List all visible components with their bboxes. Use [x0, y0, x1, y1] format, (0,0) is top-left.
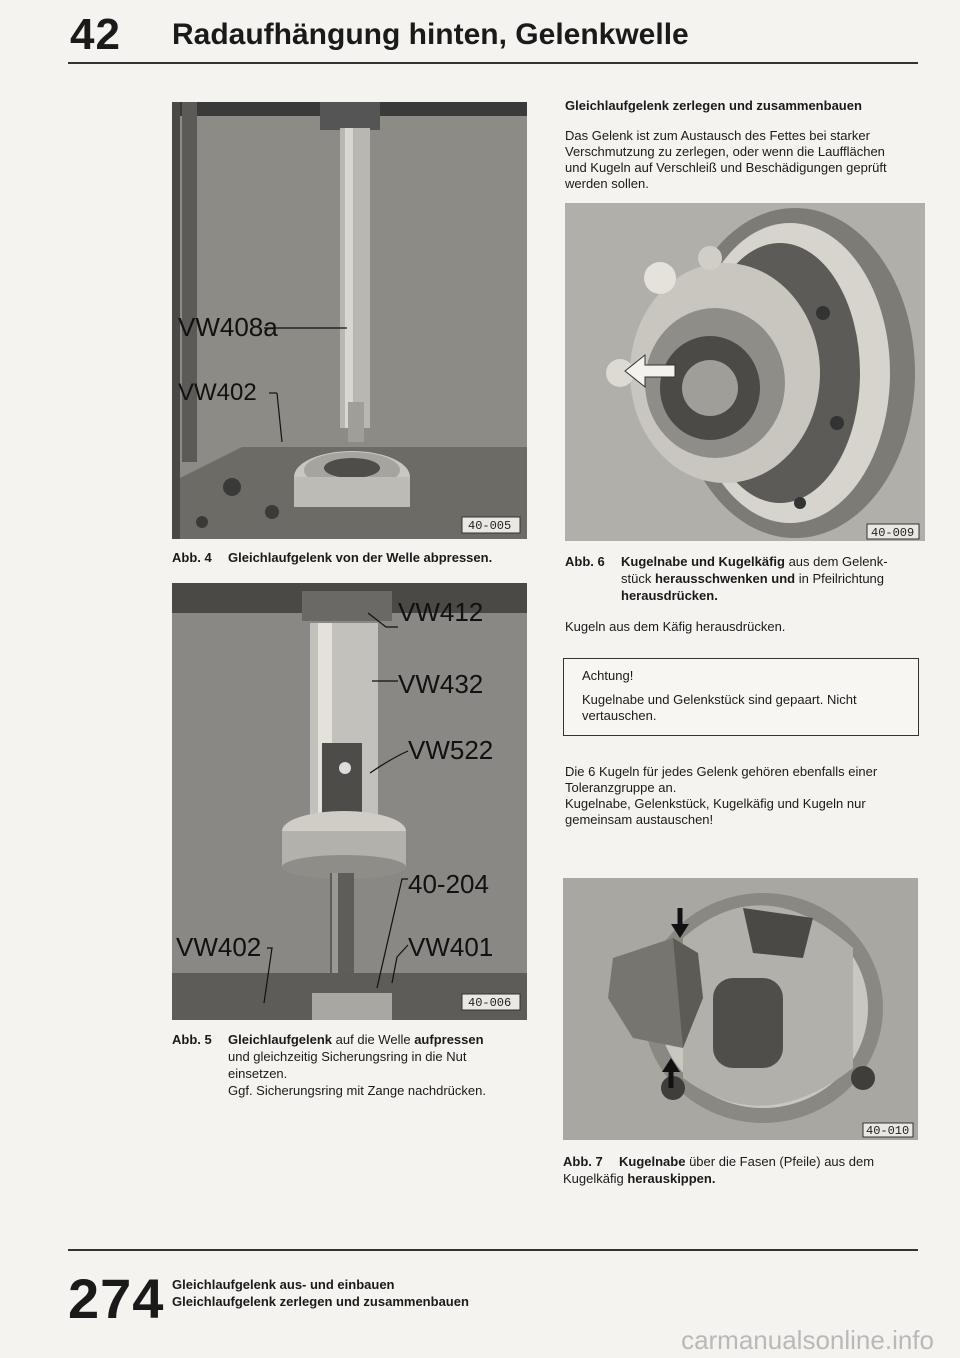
intro-line: Verschmutzung zu zerlegen, oder wenn die Laufflächen — [565, 144, 885, 159]
figure-7-caption-bold: Kugelnabe — [619, 1154, 686, 1169]
figure-6-caption-bold-3: herausdrücken. — [621, 588, 718, 603]
figure-5-label-1: VW412 — [398, 597, 484, 627]
figure-6-photo — [565, 203, 925, 541]
note-box — [563, 658, 919, 736]
figure-4-caption-label: Abb. 4 — [172, 550, 212, 565]
figure-7-caption — [563, 1153, 938, 1189]
figure-4-caption — [172, 549, 532, 567]
figure-6-caption-text: aus dem Gelenk- — [784, 554, 888, 569]
section-heading: Gleichlaufgelenk zerlegen und zusammenbauen — [565, 98, 862, 113]
figure-6-caption — [565, 553, 940, 607]
figure-7-caption-text: über die Fasen (Pfeile) aus dem — [685, 1154, 875, 1169]
figure-5-caption-line-4: Ggf. Sicherungsring mit Zange nachdrücken. — [228, 1083, 486, 1098]
figure-5-label-6: VW401 — [408, 932, 494, 962]
footer-rule — [68, 1249, 918, 1251]
body-paragraph — [565, 764, 935, 828]
figure-7-caption-line-2: Kugelkäfig — [563, 1171, 628, 1186]
intro-line: werden sollen. — [565, 176, 649, 191]
footer-topics — [172, 1276, 469, 1310]
figure-6-caption-line-2: stück — [621, 571, 655, 586]
figure-5-label-2: VW432 — [398, 669, 484, 699]
body-line: Die 6 Kugeln für jedes Gelenk gehören ebenfalls einer — [565, 764, 878, 779]
body-line: Kugelnabe, Gelenkstück, Kugelkäfig und Kugeln nur — [565, 796, 866, 811]
figure-7-caption-label: Abb. 7 — [563, 1154, 603, 1169]
figure-6-caption-bold: Kugelnabe und Kugelkäfig — [621, 554, 785, 569]
figure-5-label-5: VW402 — [176, 932, 262, 962]
body-line: gemeinsam austauschen! — [565, 812, 714, 827]
figure-5-label-4: 40-204 — [408, 869, 489, 899]
figure-7-tag: 40-010 — [866, 1124, 910, 1138]
after-figure-6-text: Kugeln aus dem Käfig herausdrücken. — [565, 619, 786, 634]
page-number: 274 — [68, 1267, 165, 1330]
note-line: vertauschen. — [582, 708, 657, 723]
figure-5-caption — [172, 1031, 532, 1103]
figure-5-caption-label: Abb. 5 — [172, 1032, 212, 1047]
figure-5-caption-bold: Gleichlaufgelenk — [228, 1032, 333, 1047]
footer-line: Gleichlaufgelenk aus- und einbauen — [172, 1277, 395, 1292]
figure-5-caption-line-2: und gleichzeitig Sicherungsring in die Nut — [228, 1049, 467, 1064]
figure-5-caption-line-3: einsetzen. — [228, 1066, 288, 1081]
note-line: Kugelnabe und Gelenkstück sind gepaart. Nicht — [582, 692, 857, 707]
intro-line: und Kugeln auf Verschleiß und Beschädigungen geprüft — [565, 160, 887, 175]
footer-line: Gleichlaufgelenk zerlegen und zusammenbauen — [172, 1294, 469, 1309]
figure-5-photo — [172, 583, 527, 1020]
figure-6-tag: 40-009 — [871, 526, 915, 540]
chapter-title: Radaufhängung hinten, Gelenkwelle — [172, 18, 689, 51]
intro-paragraph — [565, 128, 935, 192]
body-line: Toleranzgruppe an. — [565, 780, 677, 795]
figure-4-tag: 40-005 — [468, 519, 512, 533]
watermark: carmanualsonline.info — [681, 1325, 934, 1355]
figure-5-caption-text: auf die Welle — [332, 1032, 415, 1047]
figure-5-caption-bold-2: aufpressen — [414, 1032, 484, 1047]
figure-6-caption-bold-2: herausschwenken und — [654, 571, 796, 586]
figure-7-caption-bold-2: herauskippen. — [627, 1171, 716, 1186]
header-rule — [68, 62, 918, 64]
figure-4-photo — [172, 102, 527, 539]
figure-5-tag: 40-006 — [468, 996, 512, 1010]
figure-7-photo — [563, 878, 918, 1140]
figure-6-caption-text-2: in Pfeilrichtung — [795, 571, 885, 586]
figure-5-label-3: VW522 — [408, 735, 494, 765]
chapter-number: 42 — [70, 10, 121, 59]
figure-4-label-1: VW408a — [178, 312, 278, 342]
figure-6-caption-label: Abb. 6 — [565, 554, 605, 569]
intro-line: Das Gelenk ist zum Austausch des Fettes bei starker — [565, 128, 870, 143]
note-title: Achtung! — [582, 668, 634, 683]
figure-4-label-2: VW402 — [178, 379, 257, 406]
figure-4-caption-text: Gleichlaufgelenk von der Welle abpressen. — [228, 550, 493, 565]
